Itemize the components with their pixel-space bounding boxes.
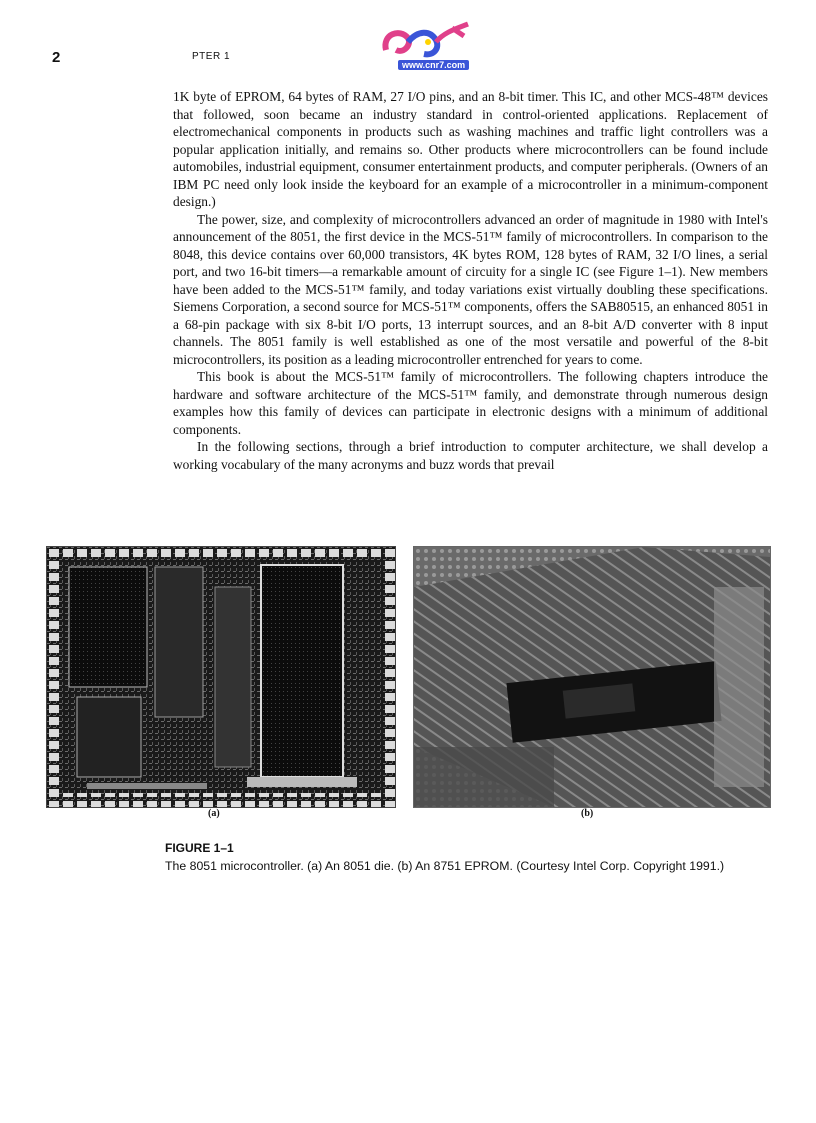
eprom-photo-graphic — [414, 547, 770, 807]
figure-caption: The 8051 microcontroller. (a) An 8051 die. (b) An 8751 EPROM. (Courtesy Intel Corp. Copyright 1991.) — [165, 859, 725, 873]
paragraph-4: In the following sections, through a brief introduction to computer architecture, we shall develop a working vocabulary of the many acronyms and buzz words that prevail — [173, 439, 768, 472]
die-photo-graphic — [47, 547, 395, 807]
paragraph-2: The power, size, and complexity of microcontrollers advanced an order of magnitude in 1980 with Intel's announcement of the 8051, the first device in the MCS-51™ family of microcontrollers. In comparison to the 8048, this device contains over 60,000 transistors, 4K bytes ROM, 128 bytes of RAM, 32 I/O lines, a serial port, and two 16-bit timers—a remarkable amount of circuity for a single IC (see Figure 1–1). New members have been added to the MCS-51™ family, and today variations exist virtually doubling these specifications. Siemens Corporation, a second source for MCS-51™ components, offers the SAB80515, an enhanced 8051 in a 68-pin package with six 8-bit I/O ports, 13 interrupt sources, and an 8-bit A/D converter with 8 input channels. The 8051 family is well established as one of the most versatile and powerful of the 8-bit microcontrollers, its position as a leading microcontroller entrenched for years to come. — [173, 211, 768, 367]
logo-url: www.cnr7.com — [398, 60, 469, 70]
running-head: PTER 1 — [192, 51, 231, 62]
paragraph-1: 1K byte of EPROM, 64 bytes of RAM, 27 I/O pins, and an 8-bit timer. This IC, and other MCS-48™ devices that followed, soon became an industry standard in control-oriented applications. Replacement of electromechanical components in products such as washing machines and traffic light controllers was a popular application initially, and remains so. Other products where microcontrollers can be found include automobiles, industrial equipment, consumer entertainment products, and computer peripherals. (Owners of an IBM PC need only look inside the keyboard for an example of a microcontroller in a minimum-component design.) — [173, 89, 768, 209]
subfigure-a-label: (a) — [208, 808, 220, 819]
page-number: 2 — [52, 49, 61, 66]
figure-label: FIGURE 1–1 — [165, 841, 234, 855]
figure-8751-eprom-photo — [413, 546, 771, 808]
paragraph-3: This book is about the MCS-51™ family of microcontrollers. The following chapters introduce the hardware and software architecture of the MCS-51™ family, and demonstrate through numerous design examples how this family of devices can participate in electronic designs with a minimum of additional components. — [173, 369, 768, 437]
figure-8051-die-photo — [46, 546, 396, 808]
body-text — [173, 88, 768, 473]
subfigure-b-label: (b) — [581, 808, 594, 819]
